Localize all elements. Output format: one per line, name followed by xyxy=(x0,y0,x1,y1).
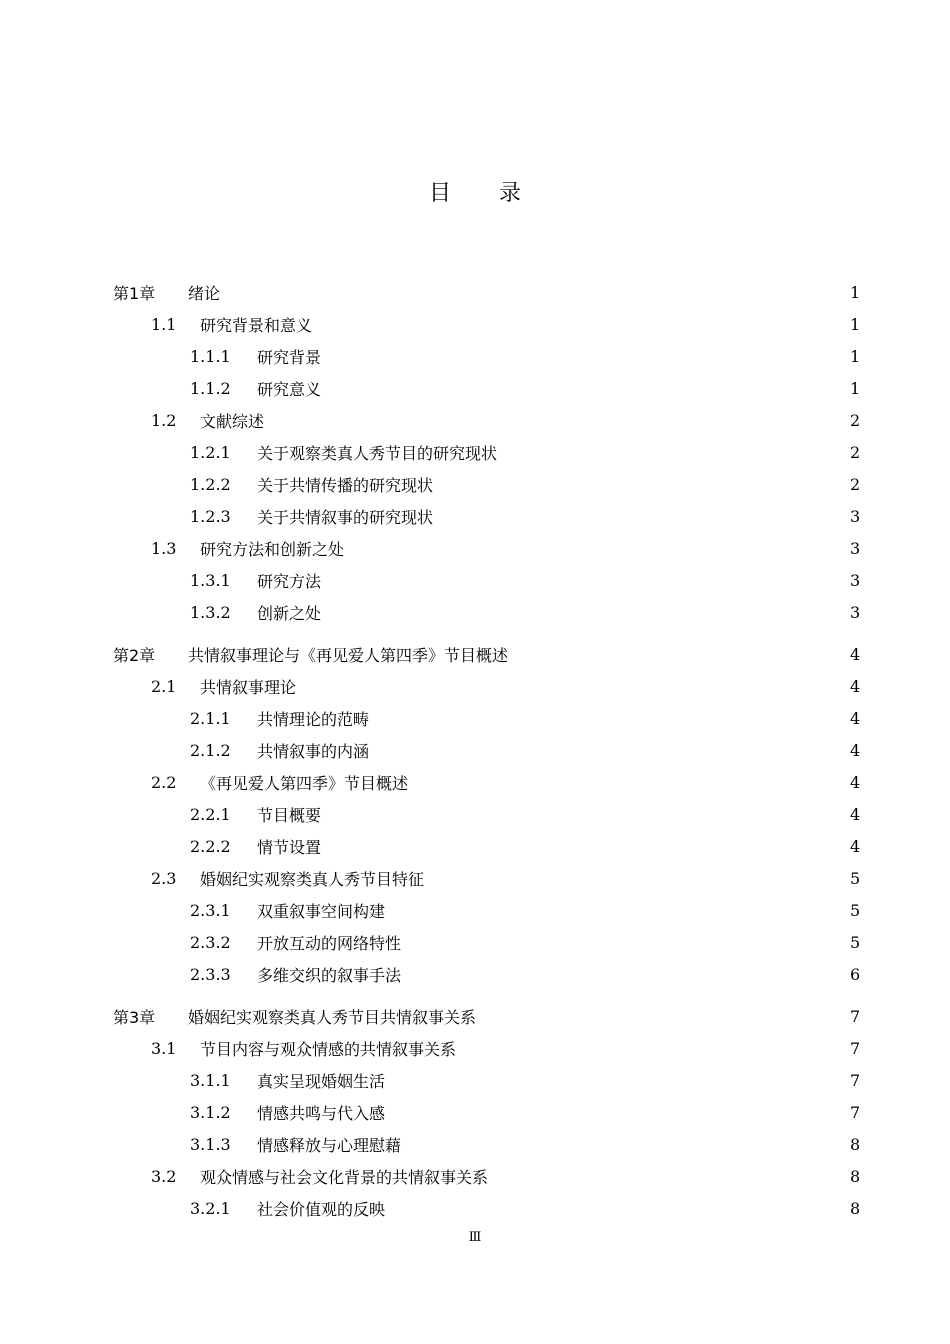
toc-entry-title: 情感共鸣与代入感 xyxy=(257,1101,387,1124)
toc-entry-page: 6 xyxy=(850,964,861,984)
toc-entry-page: 7 xyxy=(850,1102,861,1122)
toc-entry-page: 4 xyxy=(850,708,861,728)
toc-entry-page: 7 xyxy=(850,1070,861,1090)
page-title: 目录 xyxy=(428,181,569,206)
dot-leader xyxy=(513,646,847,662)
dot-leader xyxy=(269,412,847,428)
dot-leader xyxy=(326,380,847,396)
toc-entry[interactable] xyxy=(113,894,860,926)
toc-entry-title: 共情叙事理论与《再见爱人第四季》节目概述 xyxy=(188,643,510,666)
page-number: Ⅲ xyxy=(468,1230,482,1245)
dot-leader xyxy=(390,1072,847,1088)
dot-leader xyxy=(225,284,847,300)
dot-leader xyxy=(502,444,847,460)
toc-entry-page: 4 xyxy=(850,676,861,696)
toc-entry-title: 研究背景和意义 xyxy=(200,313,314,336)
toc-entry-number: 2.3.3 xyxy=(190,964,231,984)
toc-entry-page: 5 xyxy=(850,868,861,888)
toc-entry[interactable] xyxy=(113,372,860,404)
toc-entry-page: 3 xyxy=(850,538,861,558)
toc-entry-number: 3.1.3 xyxy=(190,1134,231,1154)
toc-entry-page: 8 xyxy=(850,1166,861,1186)
toc-entry-title: 真实呈现婚姻生活 xyxy=(257,1069,387,1092)
toc-entry-title: 共情理论的范畴 xyxy=(257,707,371,730)
toc-entry-number: 2.1.2 xyxy=(190,740,231,760)
dot-leader xyxy=(374,742,847,758)
dot-leader xyxy=(326,348,847,364)
toc-entry[interactable] xyxy=(113,734,860,766)
toc-entry[interactable] xyxy=(113,276,860,308)
toc-entry-number: 3.1.1 xyxy=(190,1070,231,1090)
toc-entry-page: 2 xyxy=(850,410,861,430)
dot-leader xyxy=(493,1168,847,1184)
toc-entry[interactable] xyxy=(113,926,860,958)
toc-entry-title: 研究意义 xyxy=(257,377,323,400)
toc-entry-page: 4 xyxy=(850,804,861,824)
toc-entry[interactable] xyxy=(113,436,860,468)
toc-entry-title: 婚姻纪实观察类真人秀节目共情叙事关系 xyxy=(188,1005,478,1028)
toc-entry-number: 2.3 xyxy=(151,868,177,888)
toc-entry-page: 4 xyxy=(850,772,861,792)
toc-entry-page: 2 xyxy=(850,474,861,494)
dot-leader xyxy=(326,604,847,620)
toc-entry-page: 4 xyxy=(850,740,861,760)
dot-leader xyxy=(429,870,847,886)
toc-entry-number: 3.2.1 xyxy=(190,1198,231,1218)
dot-leader xyxy=(406,1136,847,1152)
toc-entry[interactable] xyxy=(113,702,860,734)
toc-entry[interactable] xyxy=(113,1192,860,1224)
toc-entry-number: 2.2.1 xyxy=(190,804,231,824)
toc-entry-title: 多维交织的叙事手法 xyxy=(257,963,403,986)
toc-entry-number: 1.1 xyxy=(151,314,177,334)
toc-entry-page: 7 xyxy=(850,1006,861,1026)
toc-entry-page: 5 xyxy=(850,900,861,920)
toc-entry-page: 1 xyxy=(850,314,861,334)
toc-entry-title: 研究方法和创新之处 xyxy=(200,537,346,560)
toc-entry[interactable] xyxy=(113,340,860,372)
toc-entry-title: 关于共情叙事的研究现状 xyxy=(257,505,435,528)
toc-entry-number: 1.2.2 xyxy=(190,474,231,494)
toc-entry-number: 第2章 xyxy=(113,645,156,665)
toc-entry-number: 1.3.2 xyxy=(190,602,231,622)
toc-entry[interactable] xyxy=(113,670,860,702)
toc-entry-page: 3 xyxy=(850,506,861,526)
toc-entry-number: 2.1.1 xyxy=(190,708,231,728)
toc-entry-page: 4 xyxy=(850,836,861,856)
toc-entry-number: 1.1.2 xyxy=(190,378,231,398)
toc-entry[interactable] xyxy=(113,564,860,596)
dot-leader xyxy=(461,1040,847,1056)
toc-entry-page: 3 xyxy=(850,570,861,590)
toc-entry-number: 1.3.1 xyxy=(190,570,231,590)
toc-entry[interactable] xyxy=(113,1000,860,1032)
toc-entry-title: 研究背景 xyxy=(257,345,323,368)
toc-entry-title: 观众情感与社会文化背景的共情叙事关系 xyxy=(200,1165,490,1188)
toc-entry-number: 3.1 xyxy=(151,1038,177,1058)
dot-leader xyxy=(349,540,847,556)
toc-entry[interactable] xyxy=(113,1128,860,1160)
toc-entry-number: 1.3 xyxy=(151,538,177,558)
toc-entry[interactable] xyxy=(113,798,860,830)
dot-leader xyxy=(406,934,847,950)
toc-entry-number: 2.3.2 xyxy=(190,932,231,952)
dot-leader xyxy=(390,902,847,918)
toc-entry-title: 节目内容与观众情感的共情叙事关系 xyxy=(200,1037,458,1060)
dot-leader xyxy=(301,678,847,694)
toc-entry-title: 共情叙事理论 xyxy=(200,675,298,698)
toc-entry-page: 1 xyxy=(850,282,861,302)
toc-entry-page: 7 xyxy=(850,1038,861,1058)
toc-entry-title: 《再见爱人第四季》节目概述 xyxy=(200,771,410,794)
toc-entry-number: 2.1 xyxy=(151,676,177,696)
toc-entry-page: 8 xyxy=(850,1198,861,1218)
dot-leader xyxy=(438,508,847,524)
toc-entry-page: 8 xyxy=(850,1134,861,1154)
toc-entry-number: 2.2 xyxy=(151,772,177,792)
toc-entry-page: 1 xyxy=(850,378,861,398)
toc-entry-title: 绪论 xyxy=(188,281,222,304)
toc-entry-number: 1.2.3 xyxy=(190,506,231,526)
toc-entry-number: 1.2.1 xyxy=(190,442,231,462)
dot-leader xyxy=(481,1008,847,1024)
toc-entry-title: 婚姻纪实观察类真人秀节目特征 xyxy=(200,867,426,890)
toc-entry[interactable] xyxy=(113,830,860,862)
toc-entry[interactable] xyxy=(113,1160,860,1192)
toc-entry-title: 创新之处 xyxy=(257,601,323,624)
toc-entry-number: 1.2 xyxy=(151,410,177,430)
dot-leader xyxy=(326,838,847,854)
toc-entry-page: 3 xyxy=(850,602,861,622)
dot-leader xyxy=(438,476,847,492)
dot-leader xyxy=(390,1200,847,1216)
dot-leader xyxy=(406,966,847,982)
toc-entry[interactable] xyxy=(113,1032,860,1064)
table-of-contents xyxy=(113,276,860,1224)
toc-entry-title: 开放互动的网络特性 xyxy=(257,931,403,954)
toc-entry-number: 第1章 xyxy=(113,283,156,303)
toc-entry[interactable] xyxy=(113,958,860,990)
toc-entry-number: 3.1.2 xyxy=(190,1102,231,1122)
toc-entry-number: 3.2 xyxy=(151,1166,177,1186)
toc-entry-title: 双重叙事空间构建 xyxy=(257,899,387,922)
toc-entry-page: 2 xyxy=(850,442,861,462)
toc-entry[interactable] xyxy=(113,500,860,532)
dot-leader xyxy=(326,572,847,588)
toc-entry[interactable] xyxy=(113,404,860,436)
toc-entry-number: 1.1.1 xyxy=(190,346,231,366)
toc-entry[interactable] xyxy=(113,638,860,670)
toc-entry-title: 文献综述 xyxy=(200,409,266,432)
toc-entry-title: 关于共情传播的研究现状 xyxy=(257,473,435,496)
toc-entry[interactable] xyxy=(113,862,860,894)
toc-entry-number: 2.3.1 xyxy=(190,900,231,920)
toc-entry-page: 1 xyxy=(850,346,861,366)
toc-entry-title: 社会价值观的反映 xyxy=(257,1197,387,1220)
toc-entry[interactable] xyxy=(113,532,860,564)
toc-entry-page: 4 xyxy=(850,644,861,664)
dot-leader xyxy=(374,710,847,726)
toc-entry-number: 第3章 xyxy=(113,1007,156,1027)
toc-entry[interactable] xyxy=(113,468,860,500)
toc-entry[interactable] xyxy=(113,1064,860,1096)
dot-leader xyxy=(413,774,847,790)
dot-leader xyxy=(317,316,847,332)
dot-leader xyxy=(390,1104,847,1120)
toc-entry-title: 研究方法 xyxy=(257,569,323,592)
toc-entry[interactable] xyxy=(113,766,860,798)
toc-entry-title: 关于观察类真人秀节目的研究现状 xyxy=(257,441,499,464)
toc-entry-page: 5 xyxy=(850,932,861,952)
toc-entry-title: 共情叙事的内涵 xyxy=(257,739,371,762)
toc-entry[interactable] xyxy=(113,596,860,628)
toc-entry-title: 情节设置 xyxy=(257,835,323,858)
toc-entry[interactable] xyxy=(113,1096,860,1128)
toc-entry-number: 2.2.2 xyxy=(190,836,231,856)
dot-leader xyxy=(326,806,847,822)
toc-entry-title: 情感释放与心理慰藉 xyxy=(257,1133,403,1156)
toc-entry[interactable] xyxy=(113,308,860,340)
toc-entry-title: 节目概要 xyxy=(257,803,323,826)
